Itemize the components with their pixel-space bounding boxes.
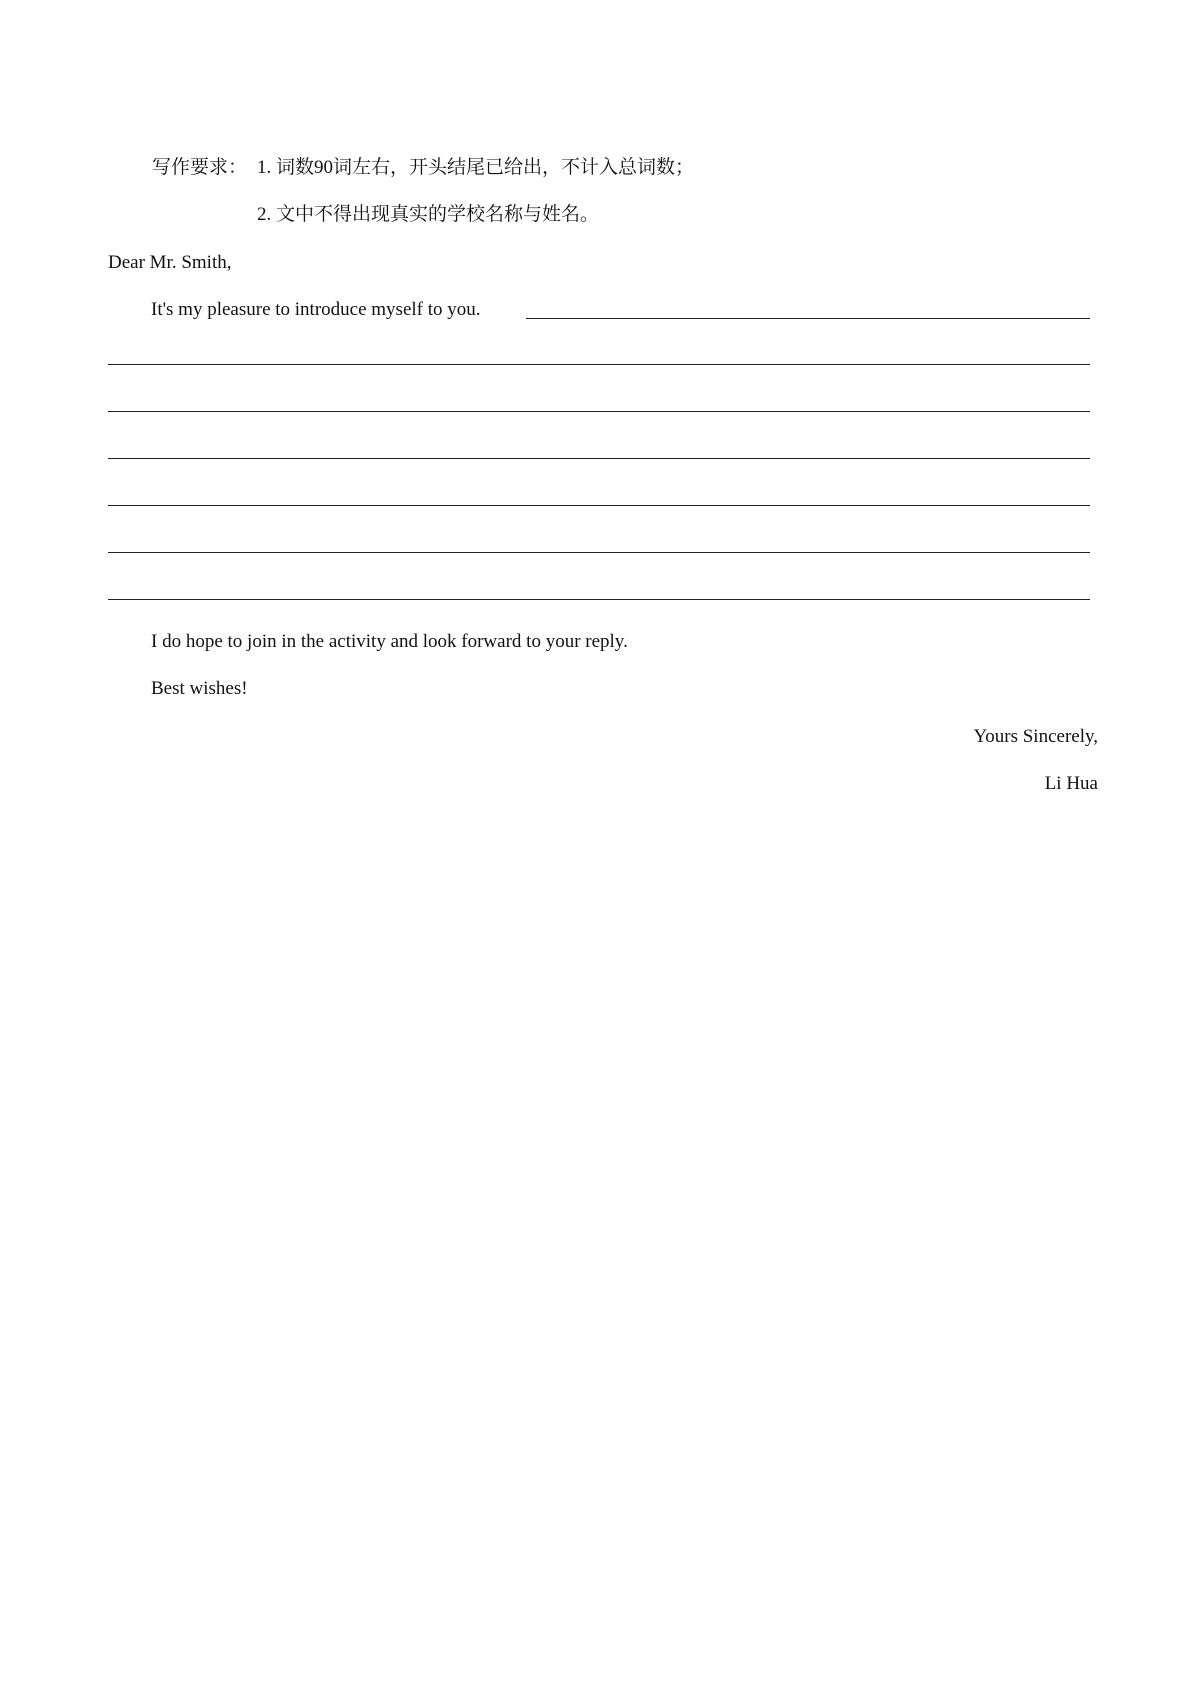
writing-blank-line[interactable] [108,458,1090,459]
writing-blank-line[interactable] [108,552,1090,553]
writing-blank-line[interactable] [108,505,1090,506]
letter-signature: Li Hua [1044,773,1098,794]
letter-sign-off: Yours Sincerely, [973,726,1098,747]
requirement-item-1: 1. 词数90词左右，开头结尾已给出，不计入总词数； [257,157,695,178]
requirement-item-2: 2. 文中不得出现真实的学校名称与姓名。 [257,204,600,225]
letter-salutation: Dear Mr. Smith, [108,252,232,273]
letter-opening-sentence: It's my pleasure to introduce myself to you. [151,299,481,320]
requirements-label: 写作要求： [152,157,248,178]
writing-blank-line[interactable] [108,364,1090,365]
writing-blank-line[interactable] [108,411,1090,412]
writing-blank-line[interactable] [108,599,1090,600]
writing-blank-line-opening[interactable] [526,318,1090,319]
letter-closing-wishes: Best wishes! [151,678,248,699]
letter-closing-sentence: I do hope to join in the activity and look forward to your reply. [151,631,628,652]
